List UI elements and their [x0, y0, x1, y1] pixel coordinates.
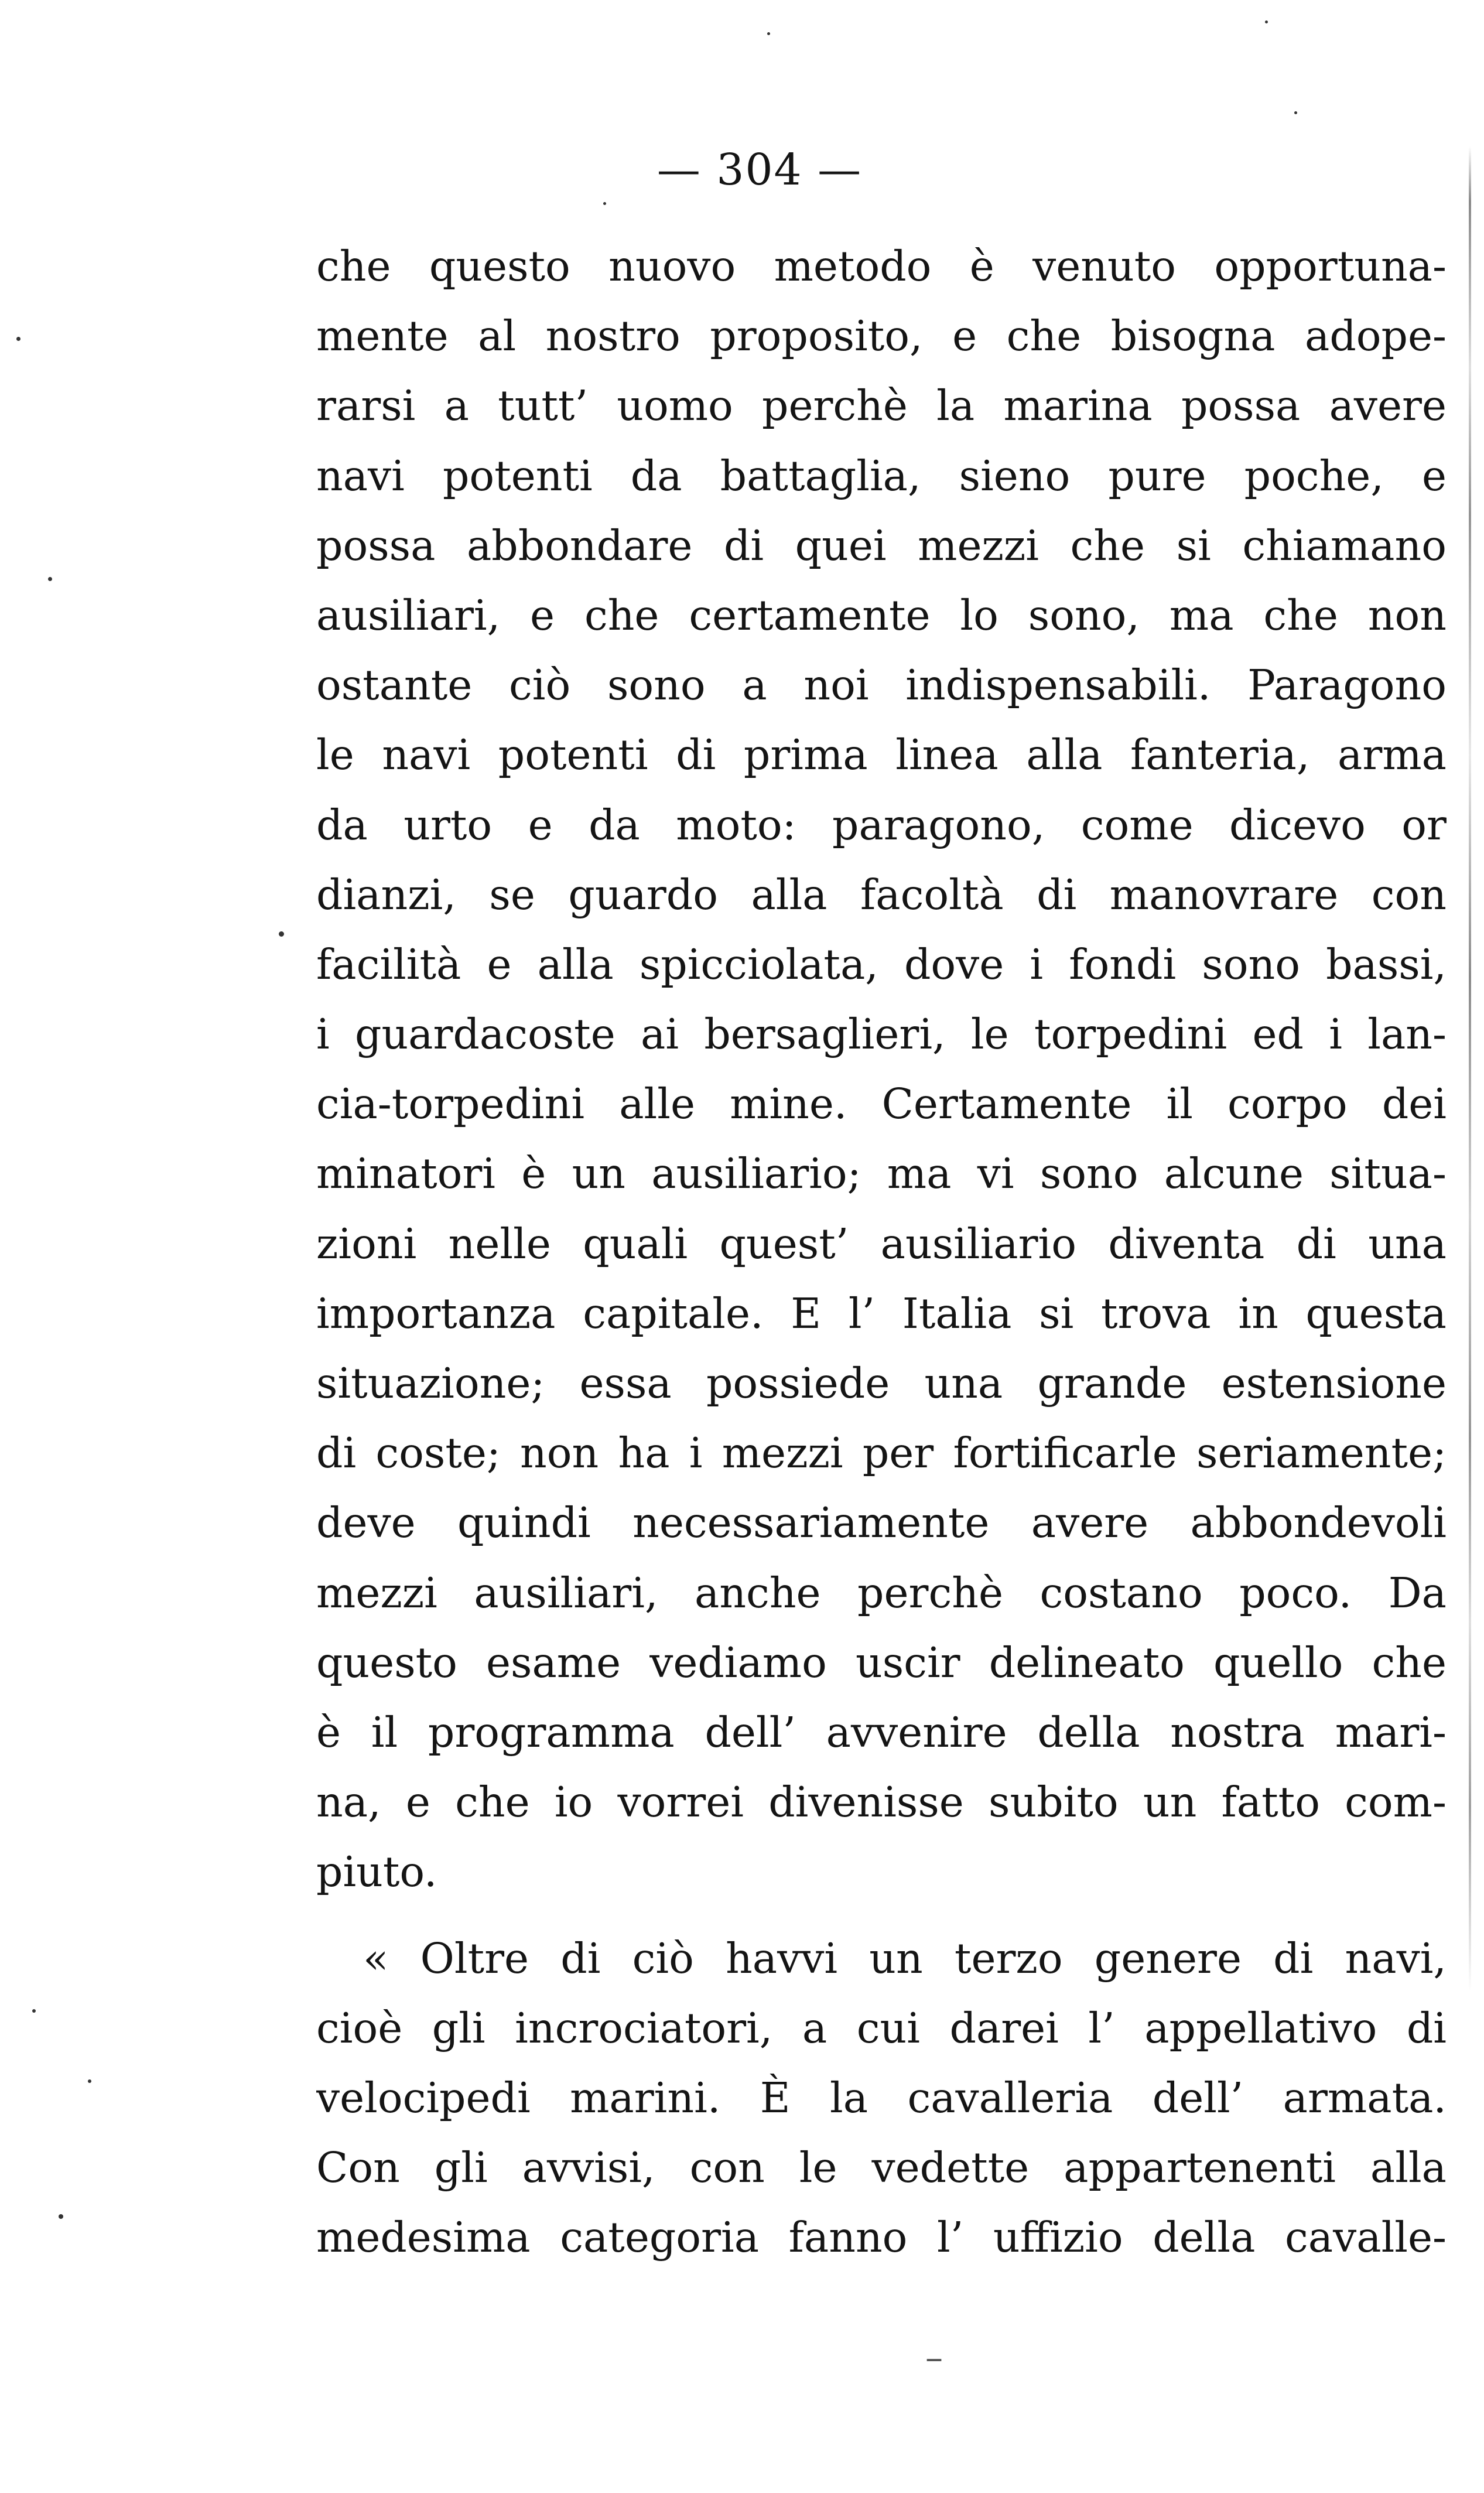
text-line: « Oltre di ciò havvi un terzo genere di navi, — [363, 1934, 1447, 1983]
text-line: facilità e alla spicciolata, dove i fondi sono bassi, — [316, 940, 1447, 989]
text-line: questo esame vediamo uscir delineato quello che — [316, 1638, 1447, 1687]
scan-speck — [48, 577, 52, 581]
text-line: è il programma dell’ avvenire della nostra mari- — [316, 1707, 1447, 1757]
text-line: cia-torpedini alle mine. Certamente il corpo dei — [316, 1080, 1447, 1129]
text-line: le navi potenti di prima linea alla fanteria, arma — [316, 730, 1447, 780]
text-line: minatori è un ausiliario; ma vi sono alcune situa- — [316, 1149, 1447, 1198]
text-line: deve quindi necessariamente avere abbondevoli — [316, 1498, 1447, 1548]
text-line: na, e che io vorrei divenisse subito un fatto com- — [316, 1778, 1447, 1827]
text-line: di coste; non ha i mezzi per fortificarle seriamente; — [316, 1429, 1447, 1478]
text-line: dianzi, se guardo alla facoltà di manovrare con — [316, 870, 1447, 919]
scan-speck — [279, 931, 284, 937]
footer-mark: – — [925, 2337, 943, 2378]
text-line: medesima categoria fanno l’ uffizio della cavalle- — [316, 2213, 1447, 2262]
text-line: che questo nuovo metodo è venuto opportuna- — [316, 242, 1447, 291]
text-line: piuto. — [316, 1847, 437, 1897]
text-line: i guardacoste ai bersaglieri, le torpedini ed i lan- — [316, 1010, 1447, 1059]
text-line: velocipedi marini. È la cavalleria dell’ armata. — [316, 2073, 1447, 2122]
text-line: rarsi a tutt’ uomo perchè la marina possa avere — [316, 381, 1447, 431]
text-line: importanza capitale. E l’ Italia si trova in questa — [316, 1289, 1447, 1338]
scan-speck — [767, 32, 770, 35]
paragraph-gap — [316, 1907, 1447, 1924]
text-line: Con gli avvisi, con le vedette appartenenti alla — [316, 2143, 1447, 2193]
text-line: zioni nelle quali quest’ ausiliario diventa di una — [316, 1219, 1447, 1268]
page-number: — 304 — — [656, 145, 863, 195]
margin-rule — [1469, 146, 1471, 1992]
body-text — [316, 231, 1447, 2272]
text-line: possa abbondare di quei mezzi che si chiamano — [316, 521, 1447, 570]
scan-speck — [603, 202, 606, 205]
text-line: da urto e da moto: paragono, come dicevo or — [316, 800, 1447, 849]
text-line: navi potenti da battaglia, sieno pure poche, e — [316, 451, 1447, 500]
text-line: situazione; essa possiede una grande estensione — [316, 1359, 1447, 1408]
text-line: cioè gli incrociatori, a cui darei l’ appellativo di — [316, 2003, 1447, 2053]
text-line: ostante ciò sono a noi indispensabili. Paragono — [316, 661, 1447, 710]
text-line: mezzi ausiliari, anche perchè costano poco. Da — [316, 1568, 1447, 1617]
scan-speck — [1265, 21, 1268, 23]
text-line: ausiliari, e che certamente lo sono, ma che non — [316, 590, 1447, 640]
scan-speck — [1294, 111, 1297, 114]
scan-speck — [59, 2214, 63, 2219]
text-line: mente al nostro proposito, e che bisogna adope- — [316, 312, 1447, 361]
scan-speck — [88, 2079, 91, 2083]
scan-speck — [32, 2009, 36, 2013]
scan-speck — [16, 337, 20, 341]
